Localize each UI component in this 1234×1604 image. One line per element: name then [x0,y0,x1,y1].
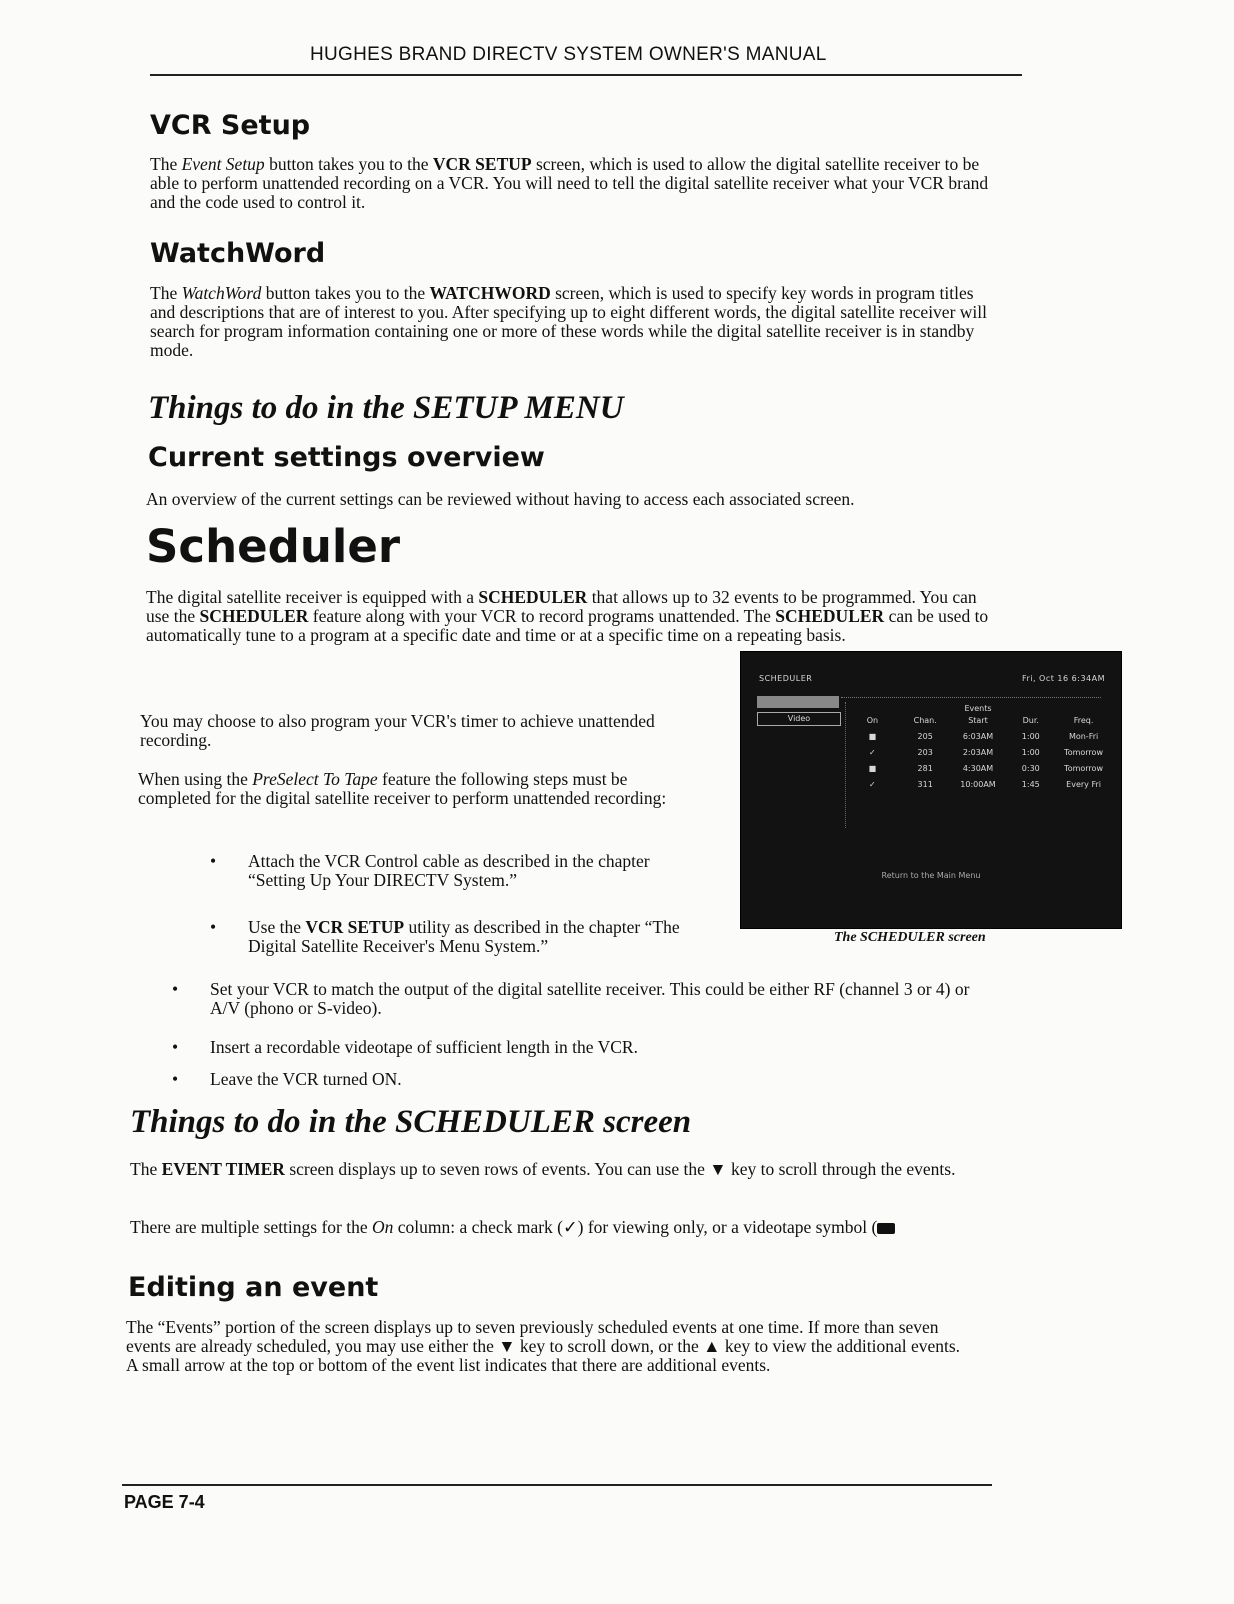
paragraph-preselect: When using the PreSelect To Tape feature the following steps must be completed for the digital satellite receiver to perform unattended recording: [138,769,667,808]
heading-watchword: WatchWord [150,238,326,269]
bullet-dot: • [210,917,217,937]
paragraph-vcr-timer: You may choose to also program your VCR's timer to achieve unattended recording. [140,711,655,750]
bullet-dot: • [172,979,179,999]
scheduler-screen-image [740,651,1122,929]
paragraph-watchword: The WatchWord button takes you to the WATCHWORD screen, which is used to specify key words in program titles and descriptions that are of interest to you. After specifying up to eight different words, the digital satellite receiver will search for program information containing one or more of these words while the digital satellite receiver is in standby mode. [150,283,988,360]
videotape-symbol-icon [877,1223,895,1234]
screen-event-row: ✓ 203 2:03AM 1:00 Tomorrow [869,748,1103,757]
screen-events-panel [845,702,1110,828]
screen-caption: The SCHEDULER screen [834,930,986,945]
screen-event-row: ✓ 311 10:00AM 1:45 Every Fri [869,780,1101,789]
bullet-match-output: • Set your VCR to match the output of the digital satellite receiver. This could be either RF (channel 3 or 4) or A/V (phono or S-video). [172,979,970,1018]
paragraph-on-column: There are multiple settings for the On column: a check mark (✓) for viewing only, or a videotape symbol ( [130,1218,970,1237]
bullet-dot: • [210,851,217,871]
footer-divider [122,1484,992,1486]
screen-events-label: Events [964,704,992,713]
paragraph-vcr-setup: The Event Setup button takes you to the VCR SETUP screen, which is used to allow the digital satellite receiver to be able to perform unattended recording on a VCR. You will need to tell the digital satellite receiver what your VCR brand and the code used to control it. [150,154,989,212]
col-start: Start [968,716,988,725]
heading-vcr-setup: VCR Setup [150,110,311,141]
heading-editing-event: Editing an event [128,1272,379,1303]
bullet-insert-tape: • Insert a recordable videotape of sufficient length in the VCR. [172,1037,638,1057]
screen-divider [841,697,1101,698]
screen-title: SCHEDULER [759,674,813,683]
header-title: HUGHES BRAND DIRECTV SYSTEM OWNER'S MANUAL [310,44,827,65]
col-chan: Chan. [913,716,937,725]
heading-setup-menu: Things to do in the SETUP MENU [148,390,624,426]
screen-side-tab-video: Video [757,712,841,726]
screen-event-row: ■ 205 6:03AM 1:00 Mon-Fri [868,732,1099,741]
col-on: On [866,716,879,725]
bullet-attach-cable: • Attach the VCR Control cable as described in the chapter “Setting Up Your DIRECTV System.” [210,851,650,890]
heading-scheduler: Scheduler [146,520,401,573]
screen-event-row: ■ 281 4:30AM 0:30 Tomorrow [868,764,1103,773]
paragraph-editing-event: The “Events” portion of the screen displays up to seven previously scheduled events at one time. If more than seven events are already scheduled, you may use either the ▼ key to scroll down, or the ▲ key to view the additional events. A small arrow at the top or bottom of the event list indicates that there are additional events. [126,1317,961,1375]
heading-scheduler-screen: Things to do in the SCHEDULER screen [130,1104,692,1140]
col-freq: Freq. [1073,716,1094,725]
paragraph-scheduler-intro: The digital satellite receiver is equipped with a SCHEDULER that allows up to 32 events to be programmed. You can use the SCHEDULER feature along with your VCR to record programs unattended. The SCHEDULER can be used to automatically tune to a program at a specific date and time or at a specific time on a repeating basis. [146,587,989,645]
screen-column-headers [846,716,1110,728]
page-header [150,38,1022,76]
bullet-dot: • [172,1037,179,1057]
screen-datetime: Fri, Oct 16 6:34AM [1021,674,1105,683]
bullet-leave-on: • Leave the VCR turned ON. [172,1069,402,1089]
bullet-dot: • [172,1069,179,1089]
page-number: PAGE 7-4 [124,1492,205,1512]
heading-current-settings: Current settings overview [148,442,545,473]
paragraph-current-settings: An overview of the current settings can be reviewed without having to access each associated screen. [146,489,855,509]
col-dur: Dur. [1022,716,1039,725]
screen-return-label: Return to the Main Menu [881,871,981,880]
paragraph-event-timer: The EVENT TIMER screen displays up to seven rows of events. You can use the ▼ key to scroll through the events. [130,1159,956,1179]
bullet-vcr-setup: • Use the VCR SETUP utility as described in the chapter “The Digital Satellite Receiver's Menu System.” [210,917,680,956]
screen-side-tab [757,696,839,708]
